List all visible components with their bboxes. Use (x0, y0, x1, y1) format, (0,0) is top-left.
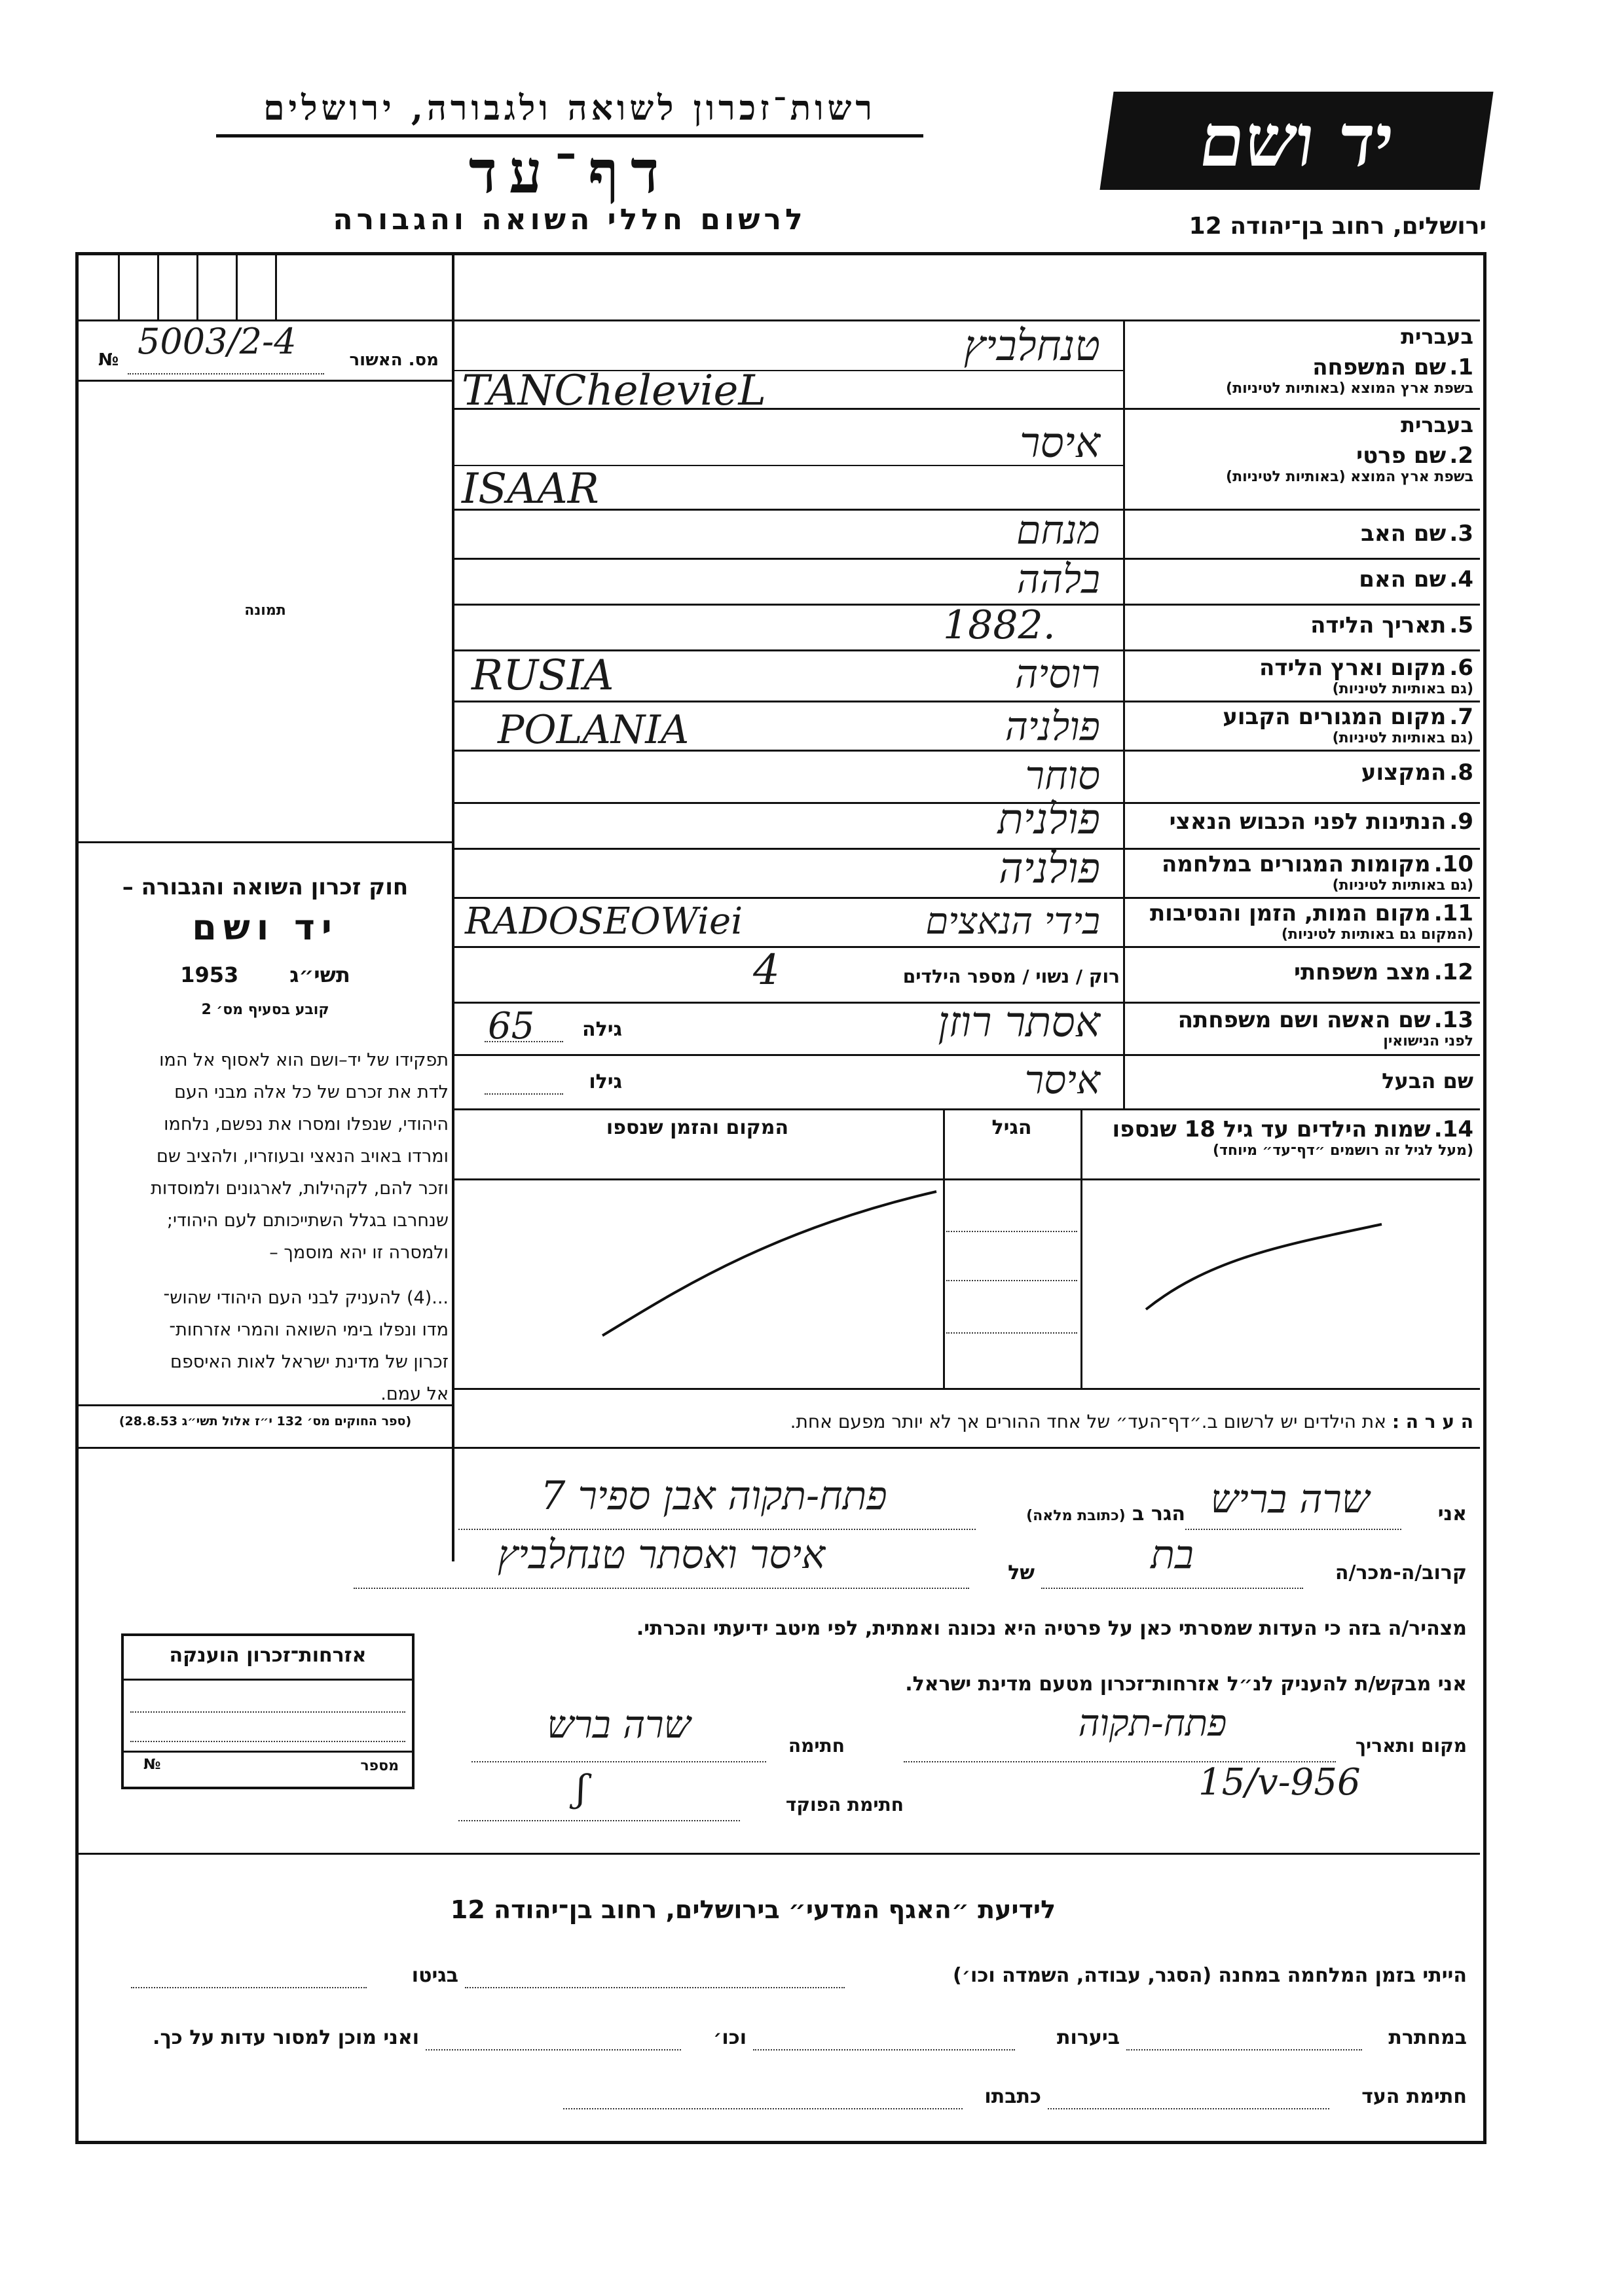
law-source: (ספר החוקים מס׳ 132 י״ז אלול תשי״ג 28.8.53) (119, 1414, 412, 1429)
field-wife-age-label: גילה (582, 1018, 622, 1041)
field-father-label (1130, 520, 1473, 547)
photo-bottom-line (79, 841, 452, 843)
field-family-name-hebrew: טנחלביץ (963, 322, 1100, 371)
officer-signature: ʃ (576, 1768, 587, 1810)
field-number: 10. (1433, 851, 1473, 877)
footer-line2-b: ביערות (1057, 2026, 1120, 2049)
label-sub: (גם באותיות לטיניות) (1332, 681, 1473, 697)
field-family-status-options: רוק / נשוי / מספר הילדים (902, 966, 1120, 987)
field-birthplace-latin: RUSIA (471, 651, 614, 700)
full-address-label: (כתובת מלאה) (1026, 1508, 1126, 1524)
field-number: 5. (1449, 612, 1473, 638)
law-clause: קובע בסעיף מס׳ 2 (201, 1002, 329, 1018)
field-first-name-label (1130, 412, 1473, 485)
decl-request: אני מבקש/ת להעניק לנ״ל אזרחות־זכרון מטעם מדינת ישראל. (905, 1673, 1467, 1696)
field-birthplace-hebrew: רוסיה (1015, 651, 1100, 697)
footer-line1-dots-2 (131, 1987, 367, 1988)
field-death-label (1130, 900, 1473, 943)
note-row (458, 1411, 1473, 1432)
children-bottom-line (452, 1388, 1480, 1390)
field-number: 2. (1449, 443, 1473, 469)
decl-i-label: אני (1437, 1503, 1467, 1525)
field-wartime-residence-value: פולניה (999, 845, 1100, 893)
footer-line2-a: במחתרת (1388, 2026, 1467, 2049)
decl-date-value: 15/v-956 (1198, 1761, 1361, 1804)
field-number: 7. (1449, 704, 1473, 730)
hebrew-tag: בעברית (1401, 412, 1473, 437)
decl-of-label: של (1008, 1561, 1035, 1584)
law-text (82, 1044, 449, 1410)
label-text: מקומות המגורים במלחמה (1161, 851, 1431, 877)
field-children-label (1087, 1116, 1473, 1159)
law-text-line: ומרדו באויב הנאצי ובעוזריו, ולהציב שם (156, 1146, 449, 1167)
field-father-value: מנחם (1016, 507, 1100, 553)
decl-statement: מצהיר/ה בזה כי העדות שמסרתי כאן על פרטיה היא נכונה ואמתית, לפי מיטב ידיעתי והכרתי. (636, 1617, 1467, 1640)
footer-line2-d: ואני מוכן למסור עדות על כך. (153, 2026, 419, 2049)
decl-signature-value: שרה ברש (547, 1702, 691, 1747)
label-text: שם המשפחה (1312, 354, 1447, 380)
field-profession-label (1130, 759, 1473, 786)
authority-name: רשות־זכרון לשואה ולגבורה, ירושלים (263, 88, 876, 128)
law-text-line: היהודי, שנפלו ומסרו את נפשם, נלחמו (164, 1114, 449, 1135)
citizenship-box-number: מספר (360, 1758, 399, 1774)
label-text: מקום המגורים הקבוע (1223, 704, 1447, 730)
decl-relation-value: בת (1151, 1532, 1194, 1578)
approval-line (128, 373, 324, 374)
field-mother-value: בלהה (1016, 556, 1100, 602)
decl-place-value: פתח-תקוה (1078, 1702, 1227, 1745)
law-text-line: זכרון של מדינת ישראל לאות האיספם (170, 1352, 449, 1372)
label-text: שם האשה ושם משפחתה (1177, 1007, 1431, 1033)
field-birthdate-label (1130, 612, 1473, 638)
law-year-hebrew: תשי״ג (289, 962, 350, 987)
field-number: 13. (1433, 1007, 1473, 1033)
footer-line1-a: הייתי בזמן המלחמה במחנה (הסגר, עבודה, השמדה וכו׳) (953, 1964, 1467, 1987)
field-family-name-label (1130, 324, 1473, 397)
footer-line3-dots-2 (563, 2108, 963, 2109)
label-sub: (המקום גם באותיות לטיניות) (1281, 926, 1473, 943)
field-first-name-hebrew: איסר (1019, 419, 1100, 467)
label-text: תאריך הלידה (1310, 612, 1447, 638)
footer-line1-dots (465, 1987, 845, 1988)
law-name: יד ושם (192, 907, 339, 948)
field-wife-value: אסתר רוזן (938, 998, 1100, 1047)
law-text-line: ...(4) להעניק לבני העם היהודי שהוש־ (163, 1288, 449, 1308)
field-wife-age-value: 65 (488, 1005, 535, 1048)
decl-relation-line (1041, 1588, 1303, 1589)
field-wartime-residence-label (1130, 851, 1473, 894)
row-line (452, 946, 1480, 948)
footer-line2-dots (1126, 2049, 1362, 2050)
field-residence-latin: POLANIA (498, 707, 690, 753)
approval-bottom-line (79, 380, 452, 382)
footer-line2-dots-2 (753, 2049, 1015, 2050)
note-text: את הילדים יש לרשום ב.״דף־העד״ של אחד ההורים אך לא יותר מפעם אחת. (790, 1411, 1386, 1432)
row-line (452, 1108, 1480, 1110)
field-wife-label (1130, 1007, 1473, 1049)
decl-residing-label (969, 1503, 1185, 1525)
footer-line3-b: כתבתו (984, 2085, 1041, 2108)
husband-label: שם הבעל (1382, 1068, 1473, 1093)
label-text: שם האם (1359, 566, 1447, 592)
note-bottom-line (79, 1447, 1480, 1449)
label-sub: (מעל לגיל זה רושמים ״דף־עד״ מיוחד) (1212, 1142, 1473, 1159)
photo-label: תמונה (244, 602, 286, 619)
label-sub: בשפת ארץ המוצא (באותיות לטיניות) (1226, 469, 1473, 485)
footer-line1-b: בגיטו (411, 1964, 458, 1987)
field-birthplace-label (1130, 655, 1473, 697)
children-age-header: הגיל (991, 1116, 1032, 1139)
field-nationality-value: פולנית (997, 795, 1100, 844)
label-text: מצב משפחתי (1293, 959, 1431, 985)
field-mother-label (1130, 566, 1473, 592)
label-sub: בשפת ארץ המוצא (באותיות לטיניות) (1226, 380, 1473, 397)
label-column-divider (1123, 319, 1125, 1108)
footer-title: לידיעת ״האגף המדעי״ בירושלים, רחוב בן־יהודה 12 (450, 1895, 1056, 1924)
footer-top-line (79, 1853, 1480, 1855)
label-text: שם פרטי (1356, 443, 1447, 469)
citizenship-box-title: אזרחות־זכרון הוענקה (169, 1644, 367, 1667)
law-text-line: ולמסרה זו יהא מוסמך – (269, 1243, 449, 1263)
yad-vashem-logo (1099, 92, 1493, 190)
label-text: מקום וארץ הלידה (1259, 655, 1447, 681)
label-sub: (גם באותיות לטיניות) (1332, 877, 1473, 894)
label-row (1130, 443, 1473, 469)
label-text: מקום המות, הזמן והנסיבות (1149, 900, 1431, 926)
citizenship-box (121, 1633, 415, 1789)
decl-officer-label: חתימת הפוקד (785, 1794, 904, 1815)
label-text: המקצוע (1361, 759, 1447, 786)
decl-name-line (1185, 1529, 1401, 1530)
law-text-line: תפקידו של יד–ושם הוא לאסוף אל המו (159, 1050, 449, 1070)
field-first-name-latin: ISAAR (462, 465, 599, 513)
law-title: חוק זכרון השואה והגבורה – (122, 874, 409, 900)
label-sub: (גם באותיות לטיניות) (1332, 730, 1473, 746)
law-text-line: לדת את זכרם של כל אלה מבני העם (174, 1082, 449, 1102)
approval-no-sign: № (98, 350, 119, 370)
logo-text: יד ושם (1194, 98, 1399, 183)
label-text: שמות הילדים עד גיל 18 שנספו (1112, 1116, 1431, 1142)
husband-value: איסר (1024, 1057, 1100, 1103)
footer-line3-a: חתימת העד (1361, 2085, 1467, 2108)
decl-witness-name: שרה בריש (1210, 1476, 1370, 1522)
field-number: 6. (1449, 655, 1473, 681)
decl-address-line (458, 1529, 976, 1530)
husband-age-line (485, 1093, 563, 1095)
hebrew-tag: בעברית (1401, 324, 1473, 349)
row-line (452, 1054, 1480, 1056)
approval-label: מס. האשור (349, 350, 439, 370)
law-year-number: 1953 (180, 962, 239, 987)
footer-line3-dots (1048, 2108, 1329, 2109)
code-boxes (79, 255, 452, 321)
citizenship-box-no-sign: № (143, 1757, 161, 1773)
form-subtitle: לרשום חללי השואה והגבורה (333, 203, 807, 236)
law-text-line: מדו ונפלו בימי השואה והמרי אזרחות־ (169, 1320, 449, 1340)
field-number: 14. (1433, 1116, 1473, 1142)
field-nationality-label (1130, 809, 1473, 835)
decl-address-value: פתח-תקוה אבן ספיר 7 (540, 1473, 887, 1519)
label-text: הנתינות לפני הכבוש הנאצי (1169, 809, 1447, 835)
form-title: דף־עד (468, 137, 671, 207)
decl-of-value: איסר ואסתר טנחלביץ (497, 1532, 826, 1578)
decl-signature-line (471, 1761, 766, 1762)
field-number: 8. (1449, 759, 1473, 786)
law-year (85, 962, 445, 987)
approval-value: 5003/2-4 (138, 321, 297, 362)
field-birthdate-value: 1882. (943, 602, 1056, 648)
children-strikethrough (452, 1178, 1480, 1394)
footer-line2-dots-3 (426, 2049, 681, 2050)
field-death-hebrew: בידי הנאצים (925, 900, 1100, 943)
note-label: ה ע ר ה : (1392, 1411, 1473, 1432)
residing-label: הגר ב (1132, 1503, 1185, 1525)
decl-place-date-label: מקום ותאריך (1355, 1735, 1467, 1757)
field-death-latin: RADOSEOWiei (465, 900, 743, 943)
row-line (452, 701, 1480, 702)
field-number: 1. (1449, 354, 1473, 380)
field-number: 11. (1433, 900, 1473, 926)
law-source-top-line (79, 1404, 452, 1406)
footer-line2-c: וכו׳ (713, 2026, 747, 2049)
decl-officer-line (458, 1820, 740, 1821)
law-text-line: וזכר להם, לקהילות, לארגונים ולמוסדות (151, 1178, 449, 1199)
field-residence-hebrew: פולניה (1005, 704, 1100, 750)
field-number: 12. (1433, 959, 1473, 985)
label-row (1130, 354, 1473, 380)
field-number: 4. (1449, 566, 1473, 592)
law-text-line: שנחרבו בגלל השתייכותם לעם היהודי; (166, 1211, 449, 1231)
label-sub: לפני הנישואין (1383, 1033, 1473, 1049)
field-number: 9. (1449, 809, 1473, 835)
header-address: ירושלים, רחוב בן־יהודה 12 (1189, 213, 1486, 240)
husband-age-label: גילו (589, 1070, 622, 1093)
decl-of-line (354, 1588, 969, 1589)
field-number: 3. (1449, 520, 1473, 547)
decl-relative-label: קרוב/ה-מכר/ה (1335, 1561, 1467, 1584)
decl-signature-label: חתימה (788, 1735, 845, 1757)
field-profession-value: סוחר (1025, 753, 1100, 799)
field-family-name-latin: TANChelevieL (462, 367, 766, 415)
row-line (452, 897, 1480, 899)
law-text-line: אל עמם. (380, 1384, 449, 1404)
field-children-count: 4 (753, 946, 780, 994)
children-place-header: המקום והזמן שנספו (606, 1116, 789, 1139)
field-residence-label (1130, 704, 1473, 746)
label-text: שם האב (1361, 520, 1447, 547)
field-family-status-label (1130, 959, 1473, 985)
